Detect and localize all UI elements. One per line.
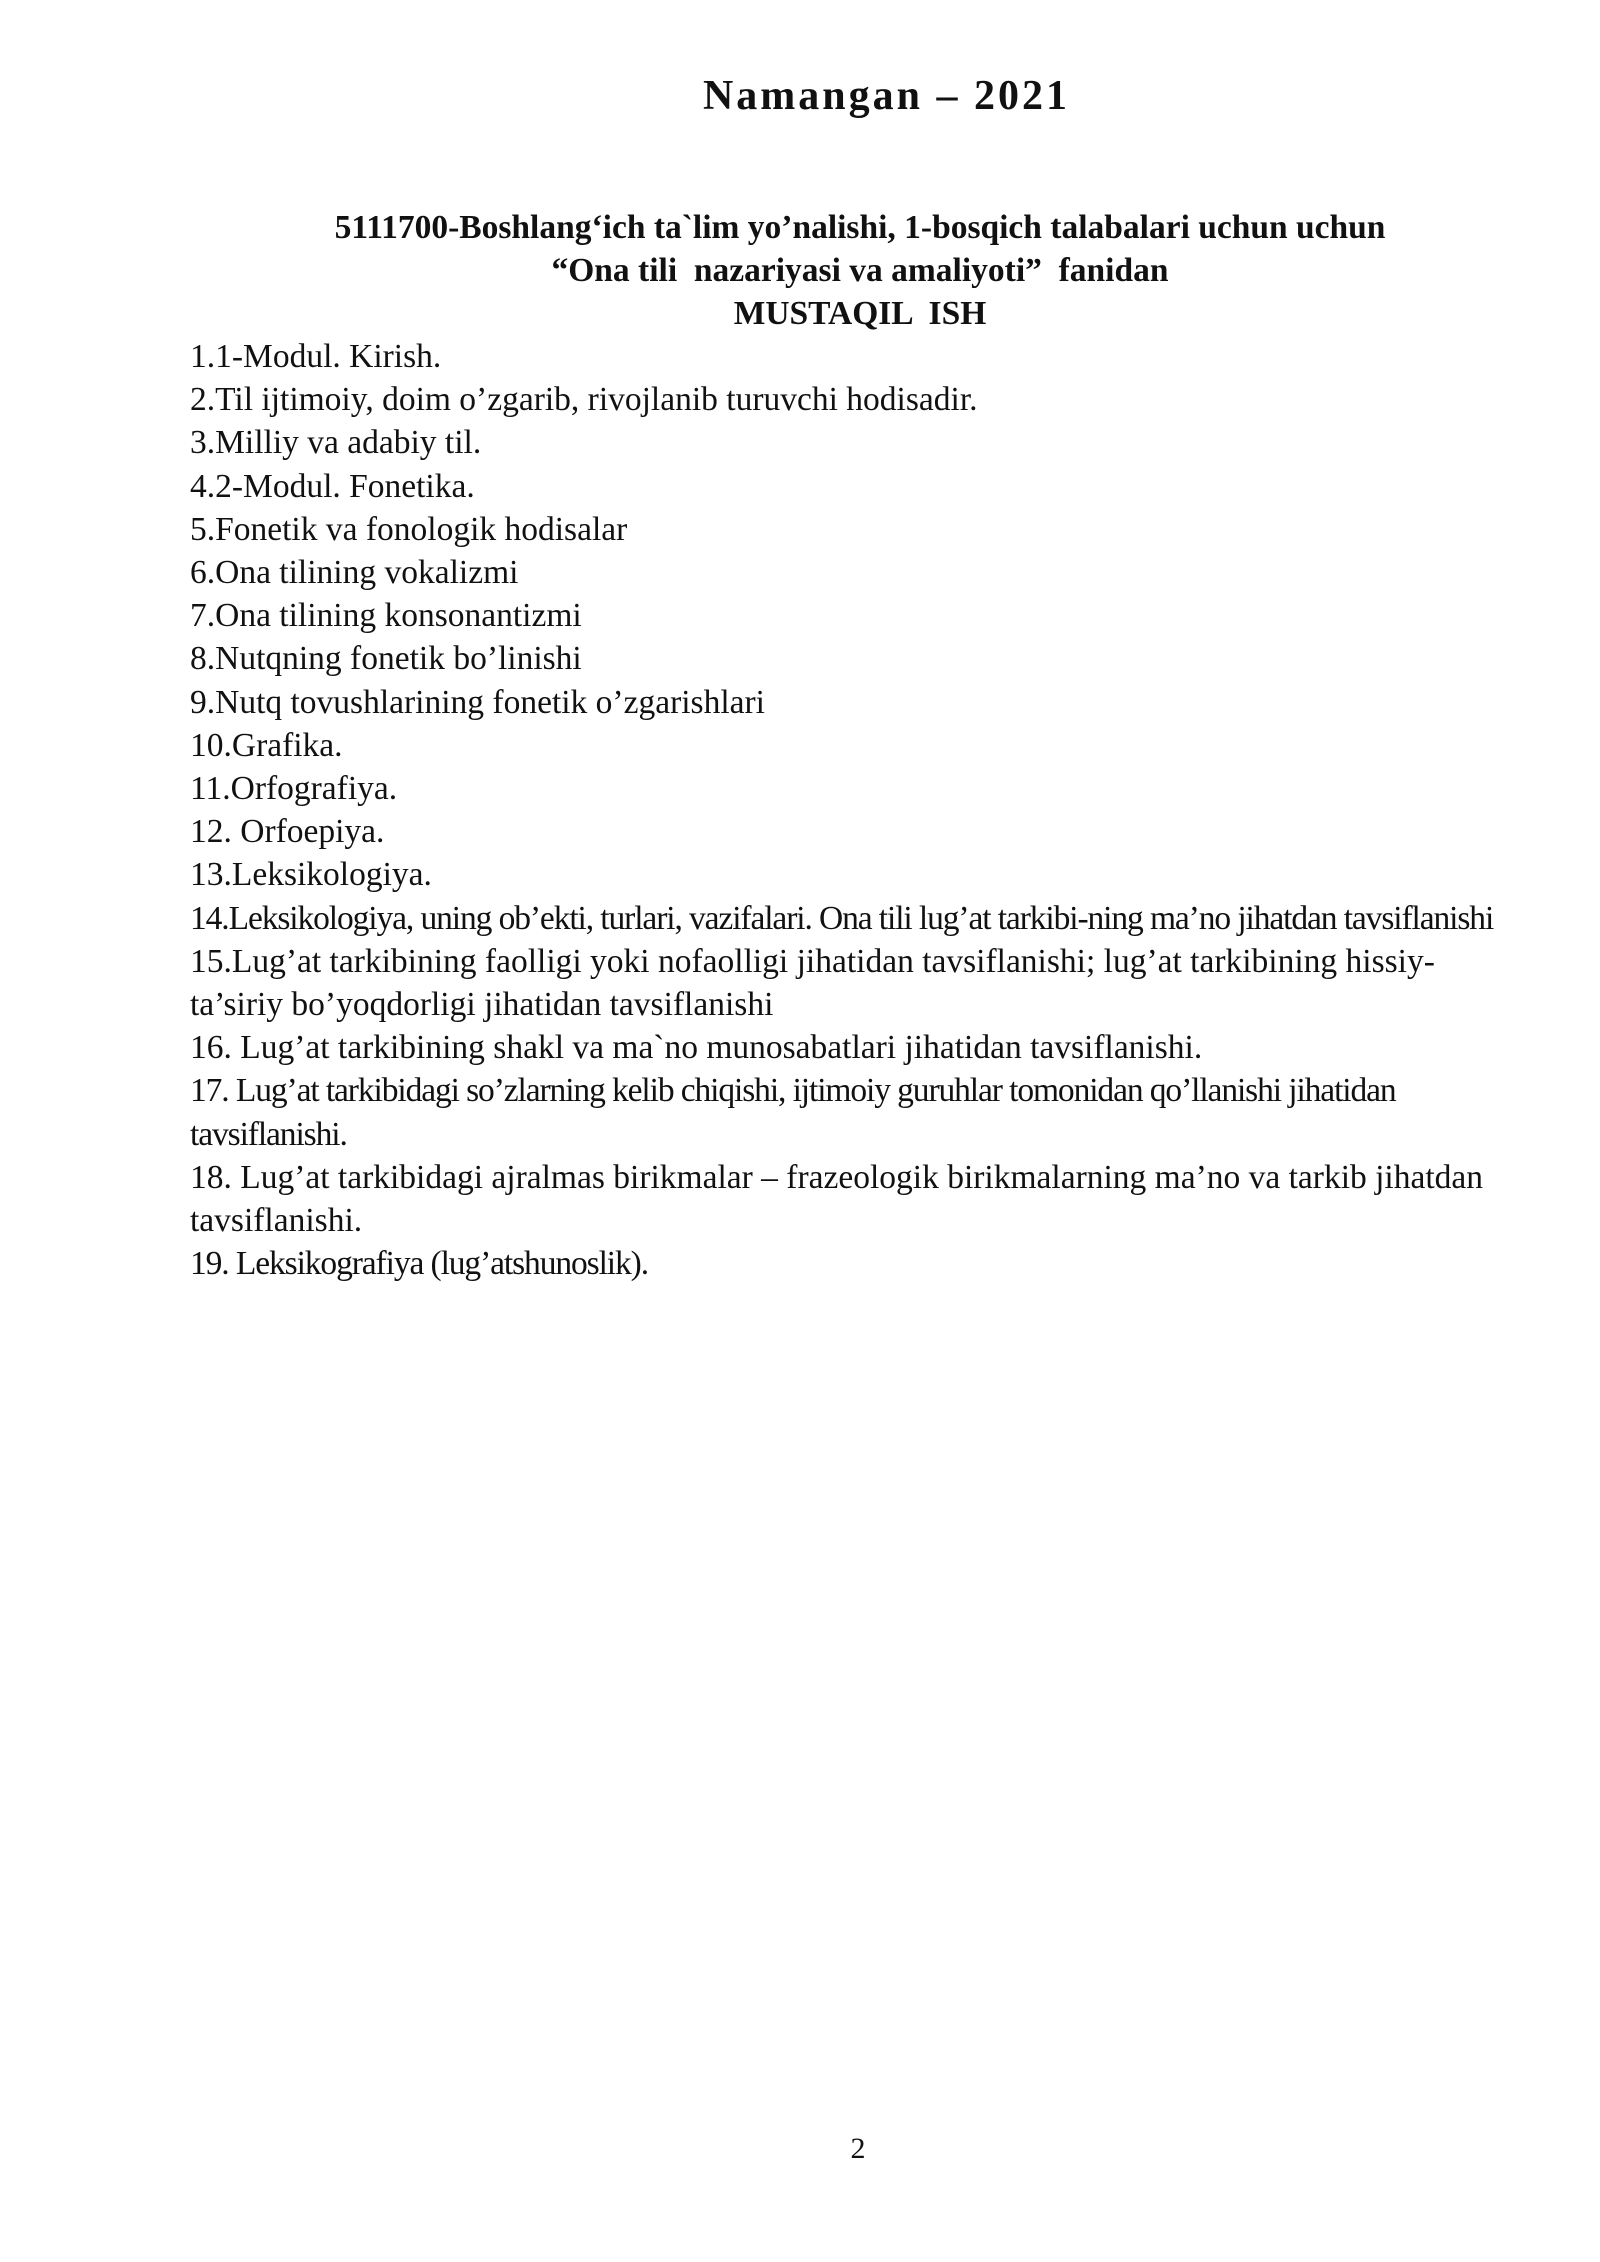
- list-item: 13.Leksikologiya.: [190, 856, 432, 894]
- page-number: 2: [850, 2132, 866, 2165]
- city-year-heading: Namangan – 2021: [702, 73, 1071, 119]
- document-header: [190, 206, 1530, 335]
- list-item: 12. Orfoepiya.: [190, 813, 385, 851]
- list-item: 8.Nutqning fonetik bo’linishi: [190, 640, 582, 678]
- header-title-line: MUSTAQIL ISH: [733, 295, 987, 332]
- list-item: 14.Leksikologiya, uning ob’ekti, turlari, vazifalari. Ona tili lug’at tarkibi-ning ma’no jihatdan tavsiflanishi: [190, 899, 1494, 937]
- list-item: 19. Leksikografiya (lug’atshunoslik).: [190, 1245, 648, 1283]
- list-item: 18. Lug’at tarkibidagi ajralmas birikmalar – frazeologik birikmalarning ma’no va tarkib jihatdan tavsiflanishi.: [190, 1158, 1484, 1240]
- list-item: 3.Milliy va adabiy til.: [190, 424, 482, 462]
- list-item: 4.2-Modul. Fonetika.: [190, 467, 475, 505]
- header-program-line: 5111700-Boshlang‘ich ta`lim yo’nalishi, 1-bosqich talabalari uchun uchun: [334, 209, 1386, 246]
- list-item: 15.Lug’at tarkibining faolligi yoki nofaolligi jihatidan tavsiflanishi; lug’at tarkibining hissiy-ta’siriy bo’yoqdorligi jihatidan tavsiflanishi: [190, 942, 1435, 1024]
- list-item: 11.Orfografiya.: [190, 770, 398, 808]
- header-subject-line: “Ona tili nazariyasi va amaliyoti” fanidan: [551, 252, 1169, 289]
- list-item: 6.Ona tilining vokalizmi: [190, 554, 519, 592]
- list-item: 5.Fonetik va fonologik hodisalar: [190, 510, 628, 548]
- list-item: 17. Lug’at tarkibidagi so’zlarning kelib chiqishi, ijtimoiy guruhlar tomonidan qo’llanishi jihatidan tavsiflanishi.: [190, 1072, 1396, 1153]
- list-item: 1.1-Modul. Kirish.: [190, 338, 442, 375]
- list-item: 9.Nutq tovushlarining fonetik o’zgarishlari: [190, 683, 765, 721]
- list-item: 16. Lug’at tarkibining shakl va ma`no munosabatlari jihatidan tavsiflanishi.: [190, 1029, 1203, 1067]
- list-item: 2.Til ijtimoiy, doim o’zgarib, rivojlanib turuvchi hodisadir.: [190, 381, 978, 419]
- topic-list: [190, 335, 1520, 1285]
- list-item: 7.Ona tilining konsonantizmi: [190, 597, 582, 635]
- list-item: 10.Grafika.: [190, 726, 343, 764]
